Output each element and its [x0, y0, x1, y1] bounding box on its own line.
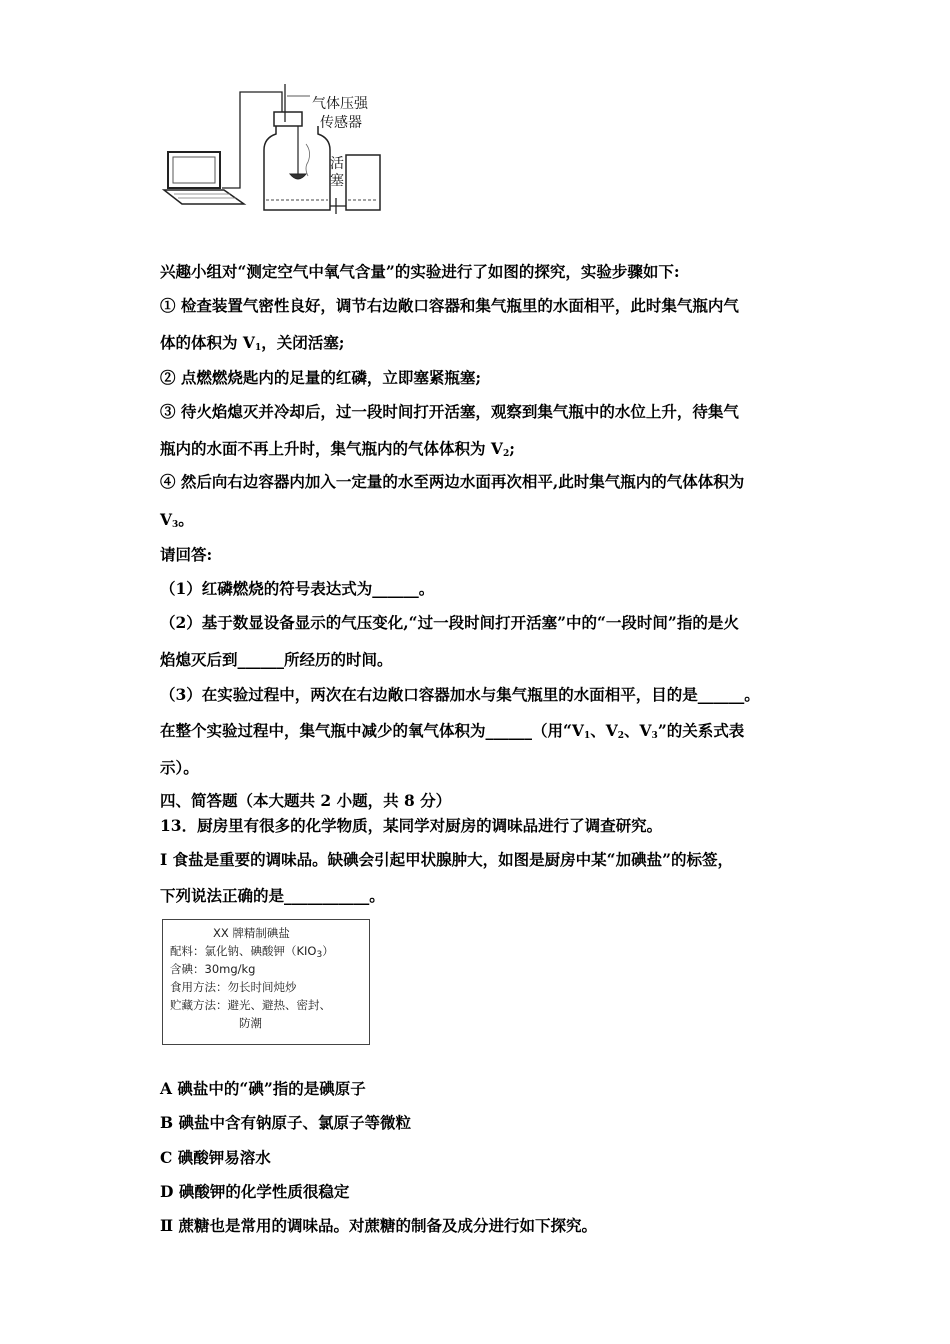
- salt-label-usage: 食用方法：勿长时间炖炒: [170, 980, 297, 994]
- step-1-line2: 体的体积为 $V_1$，关闭活塞;: [160, 333, 345, 353]
- answer-prompt: 请回答:: [160, 545, 213, 564]
- option-c: C 碘酸钾易溶水: [160, 1148, 271, 1167]
- valve-label-line2: 塞: [330, 173, 344, 189]
- apparatus-diagram: [160, 82, 400, 217]
- question-2-line2: 焰熄灭后到______所经历的时间。: [160, 650, 393, 669]
- option-d: D 碘酸钾的化学性质很稳定: [160, 1182, 350, 1201]
- step-1-line1: ① 检查装置气密性良好，调节右边敞口容器和集气瓶里的水面相平，此时集气瓶内气: [160, 296, 739, 315]
- question-1: （1）红磷燃烧的符号表达式为______。: [160, 579, 435, 598]
- question-3-line1: （3）在实验过程中，两次在右边敞口容器加水与集气瓶里的水面相平，目的是______。: [160, 685, 760, 704]
- step-2: ② 点燃燃烧匙内的足量的红磷，立即塞紧瓶塞;: [160, 368, 482, 387]
- part-1-line2: 下列说法正确的是___________。: [160, 886, 385, 905]
- salt-label-iodine: 含碘：30mg/kg: [170, 962, 256, 976]
- option-a: A 碘盐中的“碘”指的是碘原子: [160, 1079, 366, 1098]
- step-4-line2: $V_3$。: [160, 510, 194, 530]
- question-3-line3: 示）。: [160, 758, 199, 777]
- intro-text: 兴趣小组对“测定空气中氧气含量”的实验进行了如图的探究，实验步骤如下:: [160, 262, 680, 281]
- question-13: 13．厨房里有很多的化学物质，某同学对厨房的调味品进行了调查研究。: [160, 816, 663, 835]
- step-4-line1: ④ 然后向右边容器内加入一定量的水至两边水面再次相平,此时集气瓶内的气体体积为: [160, 472, 745, 491]
- iodized-salt-label: [162, 919, 370, 1045]
- part-1-line1: Ⅰ 食盐是重要的调味品。缺碘会引起甲状腺肿大，如图是厨房中某“加碘盐”的标签，: [160, 850, 733, 869]
- step-3-line2: 瓶内的水面不再上升时，集气瓶内的气体体积为 $V_2$;: [160, 439, 515, 459]
- salt-label-storage-cont: 防潮: [239, 1016, 262, 1030]
- salt-label-ingredients: 配料：氯化钠、碘酸钾$(KIO_3)$: [170, 944, 334, 960]
- question-2-line1: （2）基于数显设备显示的气压变化,“过一段时间打开活塞”中的“一段时间”指的是火: [160, 613, 739, 632]
- sensor-label-line1: 气体压强: [312, 96, 368, 112]
- salt-label-title: XX 牌精制碘盐: [213, 926, 290, 940]
- option-b: B 碘盐中含有钠原子、氯原子等微粒: [160, 1113, 411, 1132]
- step-3-line1: ③ 待火焰熄灭并冷却后，过一段时间打开活塞，观察到集气瓶中的水位上升，待集气: [160, 402, 739, 421]
- valve-label-line1: 活: [330, 156, 344, 172]
- sensor-label-line2: 传感器: [320, 115, 362, 131]
- question-3-line2: 在整个实验过程中，集气瓶中减少的氧气体积为______（用“$V_1$、$V_2$、$V_3$”的关系式表: [160, 721, 745, 741]
- section-4-heading: 四、简答题（本大题共 2 小题，共 8 分）: [160, 791, 452, 810]
- salt-label-storage: 贮藏方法：避光、避热、密封、: [170, 998, 331, 1012]
- part-2: Ⅱ 蔗糖也是常用的调味品。对蔗糖的制备及成分进行如下探究。: [160, 1216, 597, 1235]
